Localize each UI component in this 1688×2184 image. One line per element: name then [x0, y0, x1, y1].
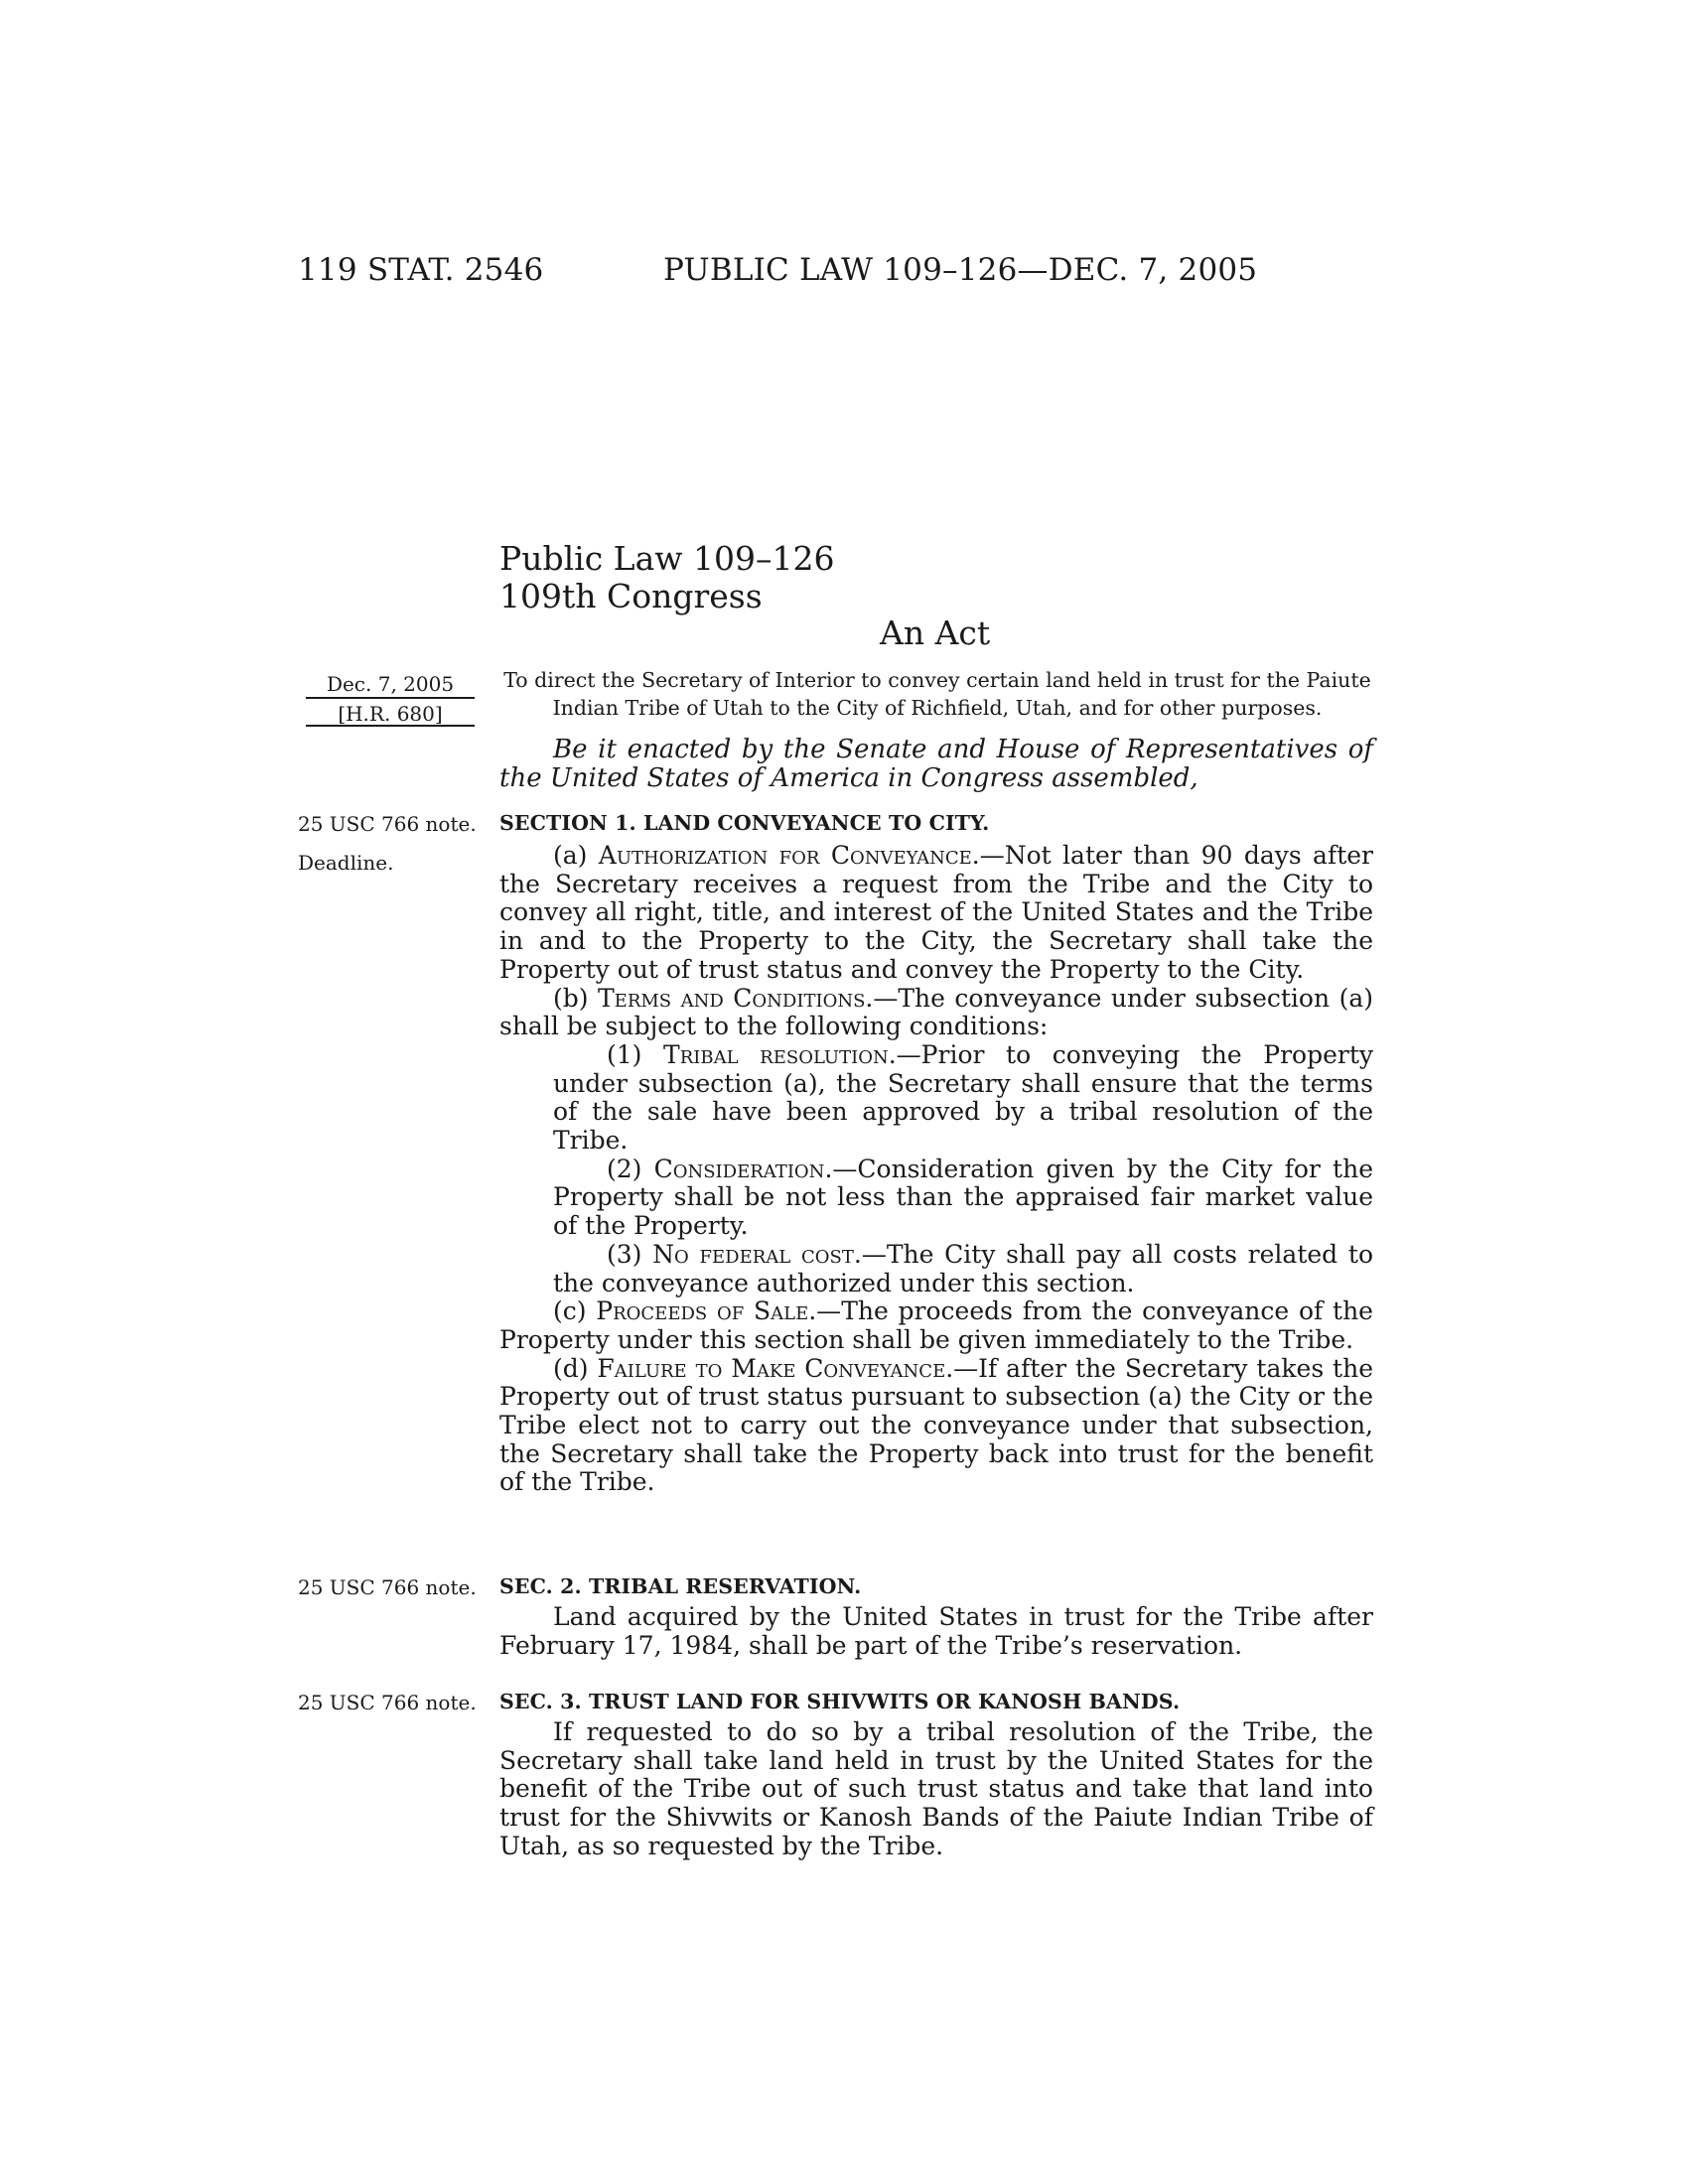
- paragraph-b2-text: Consideration given by the City for the Property shall be not less than the appraised fair market value of the Property.: [553, 1154, 1373, 1241]
- congress-title: 109th Congress: [499, 577, 763, 615]
- subsection-c-caption: Proceeds of Sale: [596, 1297, 809, 1326]
- subsection-b: [499, 985, 1373, 1041]
- side-note-deadline: Deadline.: [298, 851, 394, 875]
- enacting-clause-text: Be it enacted by the Senate and House of Representatives of the United States of America in Congress assembled,: [499, 735, 1373, 793]
- subsection-a-dash: .—: [971, 841, 1005, 870]
- subsection-c-label: (c): [553, 1297, 597, 1326]
- side-note-sec2: 25 USC 766 note.: [298, 1575, 477, 1599]
- margin-date-bill: [306, 669, 475, 729]
- section-3-heading: SEC. 3. TRUST LAND FOR SHIVWITS OR KANOSH BANDS.: [499, 1690, 1181, 1713]
- subsection-d: [499, 1355, 1373, 1498]
- paragraph-b1: [499, 1041, 1373, 1156]
- page-running-header: PUBLIC LAW 109–126—DEC. 7, 2005: [663, 252, 1258, 288]
- subsection-d-dash: .—: [945, 1353, 979, 1383]
- subsection-d-label: (d): [553, 1353, 598, 1383]
- paragraph-b1-dash: .—: [888, 1039, 921, 1069]
- section-3-body: [499, 1718, 1373, 1861]
- subsection-c-text: The proceeds from the conveyance of the Property under this section shall be given immediately to the Tribe.: [499, 1297, 1373, 1354]
- subsection-b-caption: Terms and Conditions: [598, 983, 866, 1013]
- page-stat-citation: 119 STAT. 2546: [298, 252, 544, 288]
- paragraph-b3-text: The City shall pay all costs related to the conveyance authorized under this section.: [553, 1239, 1374, 1297]
- side-note-sec1: 25 USC 766 note.: [298, 812, 477, 836]
- subsection-a-text: Not later than 90 days after the Secretary receives a request from the Tribe and the City to convey all right, title, and interest of the United States and the Tribe in and to the Property to the City, the Secretary shall take the Property out of trust status and convey the Property to the City.: [499, 841, 1373, 984]
- paragraph-b2: [499, 1156, 1373, 1241]
- paragraph-b2-dash: .—: [824, 1154, 858, 1183]
- subsection-c: [499, 1297, 1373, 1354]
- side-note-sec3: 25 USC 766 note.: [298, 1691, 477, 1714]
- subsection-d-caption: Failure to Make Conveyance: [597, 1353, 946, 1383]
- paragraph-b1-text: Prior to conveying the Property under subsection (a), the Secretary shall ensure that the terms of the sale have been approved by a tribal resolution of the Tribe.: [553, 1039, 1373, 1156]
- enactment-date: Dec. 7, 2005: [326, 672, 455, 696]
- subsection-c-dash: .—: [808, 1297, 842, 1326]
- subsection-a-label: (a): [553, 841, 599, 870]
- subsection-b-text: The conveyance under subsection (a) shall be subject to the following conditions:: [499, 983, 1373, 1041]
- subsection-b-dash: .—: [865, 983, 899, 1013]
- section-1-body: [499, 842, 1373, 1497]
- section-3-text: If requested to do so by a tribal resolution of the Tribe, the Secretary shall take land held in trust by the United States for the benefit of the Tribe out of such trust status and take that land into trust for the Shivwits or Kanosh Bands of the Paiute Indian Tribe of Utah, as so requested by the Tribe.: [499, 1717, 1373, 1860]
- paragraph-b1-caption: Tribal resolution: [663, 1039, 889, 1069]
- enacting-clause: [499, 736, 1373, 792]
- section-2-text: Land acquired by the United States in trust for the Tribe after February 17, 1984, shall be part of the Tribe’s reservation.: [499, 1602, 1373, 1660]
- law-number-title: Public Law 109–126: [499, 539, 835, 578]
- section-1-heading: SECTION 1. LAND CONVEYANCE TO CITY.: [499, 811, 990, 835]
- paragraph-b3: [499, 1241, 1373, 1297]
- paragraph-b3-dash: .—: [853, 1239, 887, 1269]
- paragraph-b2-caption: Consideration: [653, 1154, 825, 1183]
- paragraph-b2-label: (2): [607, 1154, 654, 1183]
- margin-rule-bottom: [306, 725, 475, 727]
- bill-number: [H.R. 680]: [338, 702, 443, 726]
- act-purpose: To direct the Secretary of Interior to convey certain land held in trust for the Paiute Indian Tribe of Utah to the City of Richfield, Utah, and for other purposes.: [503, 668, 1371, 720]
- section-2-body: [499, 1603, 1373, 1660]
- subsection-b-label: (b): [553, 983, 598, 1013]
- subsection-a-caption: Authorization for Conveyance: [598, 841, 972, 870]
- subsection-d-text: If after the Secretary takes the Property out of trust status pursuant to subsection (a) the City or the Tribe elect not to carry out the conveyance under that subsection, the Secretary shall take the Property back into trust for the benefit of the Tribe.: [499, 1353, 1373, 1497]
- margin-rule-top: [306, 697, 475, 699]
- paragraph-b3-label: (3): [607, 1239, 653, 1269]
- paragraph-b3-caption: No federal cost: [652, 1239, 854, 1269]
- paragraph-b1-label: (1): [607, 1039, 664, 1069]
- act-title: An Act: [880, 614, 991, 652]
- section-2-heading: SEC. 2. TRIBAL RESERVATION.: [499, 1574, 862, 1598]
- subsection-a: [499, 842, 1373, 985]
